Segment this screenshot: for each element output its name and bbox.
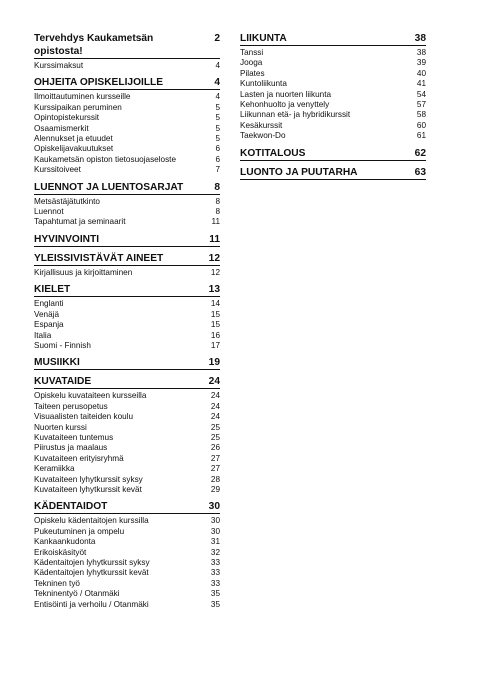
section-title: MUSIIKKI — [34, 357, 80, 369]
entry-title: Tapahtumat ja seminaarit — [34, 217, 126, 227]
entry-page-number: 27 — [210, 464, 220, 474]
toc-entry — [34, 217, 220, 227]
entry-page-number: 25 — [210, 432, 220, 442]
entry-page-number: 57 — [416, 100, 426, 110]
toc-entry — [34, 61, 220, 71]
toc-entry — [34, 423, 220, 433]
section-page-number: 24 — [208, 376, 220, 388]
entry-title: Visuaalisten taiteiden koulu — [34, 412, 134, 422]
entry-page-number: 32 — [210, 547, 220, 557]
toc-entry — [34, 165, 220, 175]
section-page-number: 62 — [414, 147, 426, 159]
section-title: KOTITALOUS — [240, 147, 306, 159]
entry-title: Tekninentyö / Otanmäki — [34, 589, 120, 599]
entry-title: Kuvataiteen lyhytkurssit kevät — [34, 484, 142, 494]
section-page-number: 2 — [214, 33, 220, 44]
entry-title: Jooga — [240, 58, 263, 68]
entry-page-number: 12 — [210, 267, 220, 277]
entry-page-number: 29 — [210, 484, 220, 494]
entry-page-number: 5 — [215, 123, 220, 133]
toc-entry — [34, 268, 220, 278]
entry-title: Piirustus ja maalaus — [34, 443, 108, 453]
entry-title: Kehonhuolto ja venyttely — [240, 100, 330, 110]
entry-title: Suomi - Finnish — [34, 340, 91, 350]
toc-entry — [34, 443, 220, 453]
section-title: LUONTO JA PUUTARHA — [240, 166, 358, 178]
section-title: YLEISSIVISTÄVÄT AINEET — [34, 252, 164, 264]
toc-section-luonto-ja-puutarha — [240, 166, 426, 180]
section-page-number: 13 — [208, 284, 220, 296]
entry-title: Opintopistekurssit — [34, 113, 100, 123]
entry-title: Taekwon-Do — [240, 131, 286, 141]
entry-page-number: 15 — [210, 320, 220, 330]
toc-entry — [34, 144, 220, 154]
entry-page-number: 26 — [210, 443, 220, 453]
entry-page-number: 61 — [416, 131, 426, 141]
entry-title: Kädentaitojen lyhytkurssit syksy — [34, 558, 150, 567]
entry-page-number: 14 — [210, 299, 220, 309]
toc-entry — [34, 579, 220, 589]
entry-page-number: 6 — [215, 144, 220, 154]
toc-entry — [240, 79, 426, 89]
toc-entry — [34, 433, 220, 443]
section-title: Tervehdys Kaukametsän opistosta! — [34, 33, 154, 57]
section-page-number: 12 — [208, 252, 220, 264]
toc-entry — [34, 475, 220, 485]
entry-page-number: 6 — [215, 154, 220, 164]
section-page-number: 8 — [214, 181, 220, 193]
toc-entry — [34, 412, 220, 422]
entry-title: Luennot — [34, 207, 64, 217]
entry-page-number: 8 — [215, 196, 220, 206]
entry-page-number: 4 — [215, 61, 220, 70]
entry-page-number: 5 — [215, 113, 220, 123]
toc-entry — [34, 331, 220, 341]
entry-page-number: 54 — [416, 89, 426, 99]
section-title: KUVATAIDE — [34, 376, 92, 388]
entry-title: Opiskelu kuvataiteen kursseilla — [34, 391, 147, 401]
entry-page-number: 33 — [210, 568, 220, 578]
entry-page-number: 38 — [416, 48, 426, 57]
section-page-number: 38 — [414, 33, 426, 44]
entry-page-number: 60 — [416, 120, 426, 130]
entry-page-number: 8 — [215, 207, 220, 217]
section-page-number: 63 — [414, 166, 426, 178]
toc-entry — [34, 113, 220, 123]
entry-title: Osaamismerkit — [34, 123, 89, 133]
section-page-number: 4 — [214, 77, 220, 89]
entry-page-number: 41 — [416, 79, 426, 89]
entry-page-number: 40 — [416, 68, 426, 78]
section-title: KÄDENTAIDOT — [34, 501, 108, 513]
toc-entry — [34, 589, 220, 599]
toc-entry — [34, 207, 220, 217]
entry-title: Kankaankudonta — [34, 537, 96, 547]
entry-page-number: 24 — [210, 401, 220, 411]
entry-page-number: 33 — [210, 578, 220, 588]
entry-title: Erikoiskäsityöt — [34, 547, 87, 557]
toc-entry — [34, 299, 220, 309]
entry-title: Venäjä — [34, 309, 60, 319]
entry-page-number: 11 — [211, 217, 220, 227]
toc-entry — [240, 131, 426, 141]
entry-title: Pukeutuminen ja ompelu — [34, 526, 125, 536]
toc-entry — [34, 527, 220, 537]
toc-entry — [34, 320, 220, 330]
toc-entry — [34, 197, 220, 207]
entry-title: Kurssitoiveet — [34, 165, 81, 175]
toc-section-kadentaidot — [34, 500, 220, 514]
entry-title: Keramiikka — [34, 464, 75, 474]
toc-entry — [34, 600, 220, 610]
toc-section-luennot-ja-luentosarjat — [34, 181, 220, 195]
section-title: LUENNOT JA LUENTOSARJAT — [34, 181, 184, 193]
entry-page-number: 30 — [210, 526, 220, 536]
entry-title: Taiteen perusopetus — [34, 401, 108, 411]
entry-page-number: 35 — [210, 599, 220, 609]
entry-title: Kuvataiteen erityisryhmä — [34, 453, 124, 463]
entry-title: Kuvataiteen lyhytkurssit syksy — [34, 474, 143, 484]
toc-entry — [34, 103, 220, 113]
toc-entry — [34, 485, 220, 495]
section-title: OHJEITA OPISKELIJOILLE — [34, 77, 164, 89]
entry-page-number: 25 — [210, 422, 220, 432]
entry-page-number: 31 — [210, 537, 220, 547]
entry-title: Kädentaitojen lyhytkurssit kevät — [34, 568, 149, 578]
entry-title: Kirjallisuus ja kirjoittaminen — [34, 267, 133, 277]
toc-entry — [34, 516, 220, 526]
entry-title: Espanja — [34, 320, 64, 330]
toc-entry — [240, 100, 426, 110]
entry-page-number: 33 — [210, 558, 220, 567]
section-page-number: 11 — [209, 233, 220, 245]
toc-section-ohjeita-opiskelijoille — [34, 76, 220, 90]
entry-page-number: 24 — [210, 412, 220, 422]
entry-page-number: 16 — [210, 330, 220, 340]
entry-title: Liikunnan etä- ja hybridikurssit — [240, 110, 351, 120]
toc-entry — [34, 537, 220, 547]
entry-title: Tanssi — [240, 48, 264, 57]
section-title: LIIKUNTA — [240, 33, 287, 44]
entry-page-number: 7 — [215, 165, 220, 175]
entry-title: Alennukset ja etuudet — [34, 134, 113, 144]
toc-entry — [34, 568, 220, 578]
entry-page-number: 17 — [210, 340, 220, 350]
toc-entry — [34, 558, 220, 568]
toc-section-yleissivistavat-aineet — [34, 252, 220, 266]
toc-section-hyvinvointi — [34, 233, 220, 247]
toc-section-tervehdys-kaukametsan-opistosta — [34, 32, 220, 59]
entry-title: Kuvataiteen tuntemus — [34, 432, 114, 442]
toc-entry — [240, 69, 426, 79]
toc-entry — [34, 155, 220, 165]
toc-entry — [34, 124, 220, 134]
toc-entry — [34, 134, 220, 144]
entry-title: Tekninen työ — [34, 578, 80, 588]
entry-title: Kesäkurssit — [240, 120, 283, 130]
section-page-number: 30 — [208, 501, 220, 513]
toc-section-liikunta — [240, 32, 426, 46]
entry-title: Opiskelu kädentaitojen kurssilla — [34, 516, 149, 526]
entry-title: Lasten ja nuorten liikunta — [240, 89, 332, 99]
toc-entry — [34, 341, 220, 351]
entry-page-number: 5 — [215, 134, 220, 144]
section-page-number: 19 — [208, 357, 220, 369]
toc-entry — [34, 548, 220, 558]
entry-title: Italia — [34, 330, 52, 340]
entry-page-number: 24 — [210, 391, 220, 401]
entry-title: Pilates — [240, 68, 265, 78]
entry-title: Kaukametsän opiston tietosuojaseloste — [34, 154, 177, 164]
toc-entry — [240, 48, 426, 58]
entry-page-number: 27 — [210, 453, 220, 463]
entry-page-number: 30 — [210, 516, 220, 526]
toc-section-kielet — [34, 283, 220, 297]
entry-page-number: 4 — [215, 92, 220, 102]
toc-entry — [240, 58, 426, 68]
toc-section-musiikki — [34, 356, 220, 370]
toc-entry — [34, 454, 220, 464]
toc-entry — [34, 310, 220, 320]
entry-title: Metsästäjätutkinto — [34, 196, 100, 206]
entry-title: Kurssimaksut — [34, 61, 84, 70]
toc-entry — [240, 110, 426, 120]
entry-page-number: 15 — [210, 309, 220, 319]
section-title: HYVINVOINTI — [34, 233, 100, 245]
toc-entry — [240, 90, 426, 100]
entry-title: Opiskelijavakuutukset — [34, 144, 114, 154]
toc-entry — [34, 402, 220, 412]
entry-title: Nuorten kurssi — [34, 422, 87, 432]
toc-section-kuvataide — [34, 375, 220, 389]
toc-entry — [34, 92, 220, 102]
entry-page-number: 5 — [215, 102, 220, 112]
entry-page-number: 28 — [210, 474, 220, 484]
entry-page-number: 35 — [210, 589, 220, 599]
toc-entry — [34, 391, 220, 401]
entry-title: Kuntoliikunta — [240, 79, 287, 89]
toc-entry — [34, 464, 220, 474]
entry-page-number: 58 — [416, 110, 426, 120]
entry-title: Kurssipaikan peruminen — [34, 102, 122, 112]
section-title: KIELET — [34, 284, 71, 296]
toc-right-column — [240, 32, 426, 182]
toc-left-column — [34, 32, 220, 610]
toc-section-kotitalous — [240, 147, 426, 161]
entry-page-number: 39 — [416, 58, 426, 68]
entry-title: Entisöinti ja verhoilu / Otanmäki — [34, 599, 149, 609]
toc-entry — [240, 121, 426, 131]
entry-title: Englanti — [34, 299, 64, 309]
entry-title: Ilmoittautuminen kursseille — [34, 92, 131, 102]
